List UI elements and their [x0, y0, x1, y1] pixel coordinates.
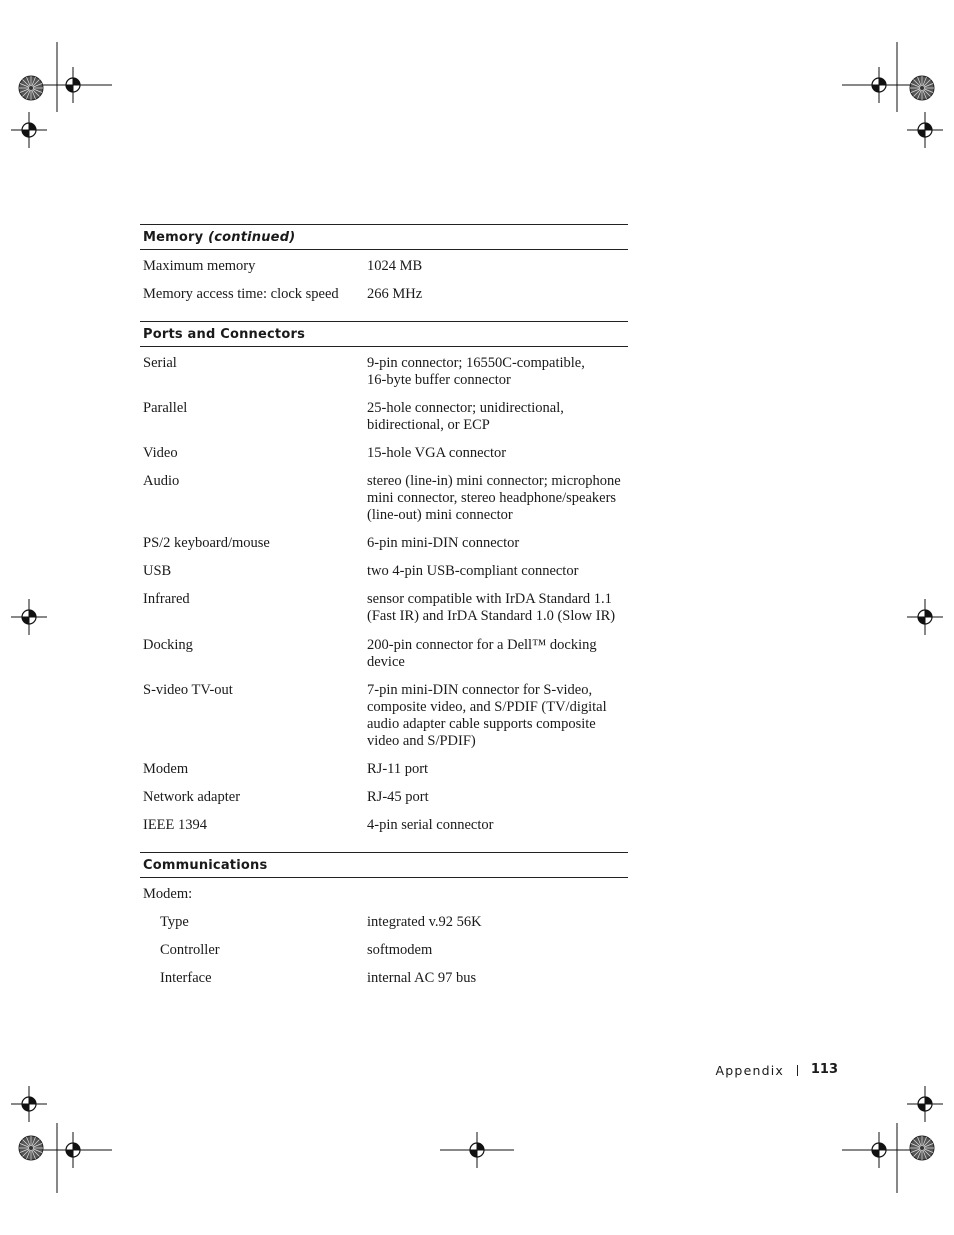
section-header-ports	[140, 321, 628, 347]
section-header-memory	[140, 224, 628, 250]
spec-value	[367, 817, 629, 834]
spec-label: Video	[143, 445, 178, 461]
spec-value-line: composite video, and S/PDIF (TV/digital	[367, 699, 607, 715]
spec-value-line: integrated v.92 56K	[367, 914, 482, 930]
spec-value-line: mini connector, stereo headphone/speakers	[367, 490, 617, 506]
spec-value	[367, 563, 629, 580]
spec-value	[367, 473, 629, 524]
spec-value-line: 1024 MB	[367, 258, 423, 274]
spec-value	[367, 637, 629, 671]
spec-value-line: 266 MHz	[367, 286, 423, 302]
spec-value-line: 9-pin connector; 16550C-compatible,	[367, 355, 585, 371]
spec-label: Parallel	[143, 400, 188, 416]
spec-value-line: 16-byte buffer connector	[367, 372, 511, 388]
section-title: Communications	[143, 858, 268, 873]
spec-value-line: stereo (line-in) mini connector; microphone	[367, 473, 621, 489]
spec-value-line: 4-pin serial connector	[367, 817, 494, 833]
spec-value-line: 200-pin connector for a Dell™ docking	[367, 637, 597, 653]
spec-value-line: two 4-pin USB-compliant connector	[367, 563, 579, 579]
page-footer	[700, 1062, 840, 1080]
spec-value	[367, 355, 629, 389]
spec-label: Serial	[143, 355, 177, 371]
spec-value-line: softmodem	[367, 942, 433, 958]
spec-value-line: RJ-11 port	[367, 761, 429, 777]
spec-label: Modem:	[143, 886, 193, 902]
spec-value	[367, 258, 629, 275]
spec-label: Maximum memory	[143, 258, 256, 274]
spec-value	[367, 445, 629, 462]
spec-value	[367, 914, 629, 931]
spec-label: S-video TV-out	[143, 682, 233, 698]
spec-value-line: 15-hole VGA connector	[367, 445, 507, 461]
footer-divider	[797, 1065, 798, 1076]
footer-section-name: Appendix	[715, 1063, 784, 1078]
spec-value-line: audio adapter cable supports composite	[367, 716, 596, 732]
section-title: Memory	[143, 230, 204, 245]
section-title: Ports and Connectors	[143, 327, 306, 342]
spec-value-line: video and S/PDIF)	[367, 733, 476, 749]
spec-value	[367, 400, 629, 434]
spec-value-line: 25-hole connector; unidirectional,	[367, 400, 564, 416]
spec-value-line: (Fast IR) and IrDA Standard 1.0 (Slow IR)	[367, 608, 616, 624]
spec-label: Docking	[143, 637, 193, 653]
spec-value	[367, 942, 629, 959]
spec-value-line: 6-pin mini-DIN connector	[367, 535, 520, 551]
spec-value-line: device	[367, 654, 405, 670]
spec-label: Network adapter	[143, 789, 241, 805]
spec-label: Controller	[160, 942, 220, 958]
spec-value-line: (line-out) mini connector	[367, 507, 513, 523]
spec-value	[367, 682, 629, 750]
spec-value	[367, 970, 629, 987]
spec-label: PS/2 keyboard/mouse	[143, 535, 270, 551]
spec-value-line: sensor compatible with IrDA Standard 1.1	[367, 591, 612, 607]
spec-value	[367, 761, 629, 778]
spec-value-line: internal AC 97 bus	[367, 970, 477, 986]
spec-label: USB	[143, 563, 172, 579]
spec-value	[367, 591, 629, 625]
spec-label: Memory access time: clock speed	[143, 286, 339, 302]
spec-label: IEEE 1394	[143, 817, 208, 833]
spec-value	[367, 789, 629, 806]
spec-value-line: RJ-45 port	[367, 789, 429, 805]
section-header-communications	[140, 852, 628, 878]
spec-value-line: bidirectional, or ECP	[367, 417, 490, 433]
spec-label: Type	[160, 914, 189, 930]
spec-value	[367, 286, 629, 303]
section-title-suffix: (continued)	[208, 230, 296, 245]
spec-label: Modem	[143, 761, 189, 777]
spec-value-line: 7-pin mini-DIN connector for S-video,	[367, 682, 593, 698]
spec-label: Infrared	[143, 591, 190, 607]
page-number: 113	[810, 1062, 838, 1077]
spec-label: Interface	[160, 970, 212, 986]
spec-label: Audio	[143, 473, 180, 489]
spec-value	[367, 535, 629, 552]
